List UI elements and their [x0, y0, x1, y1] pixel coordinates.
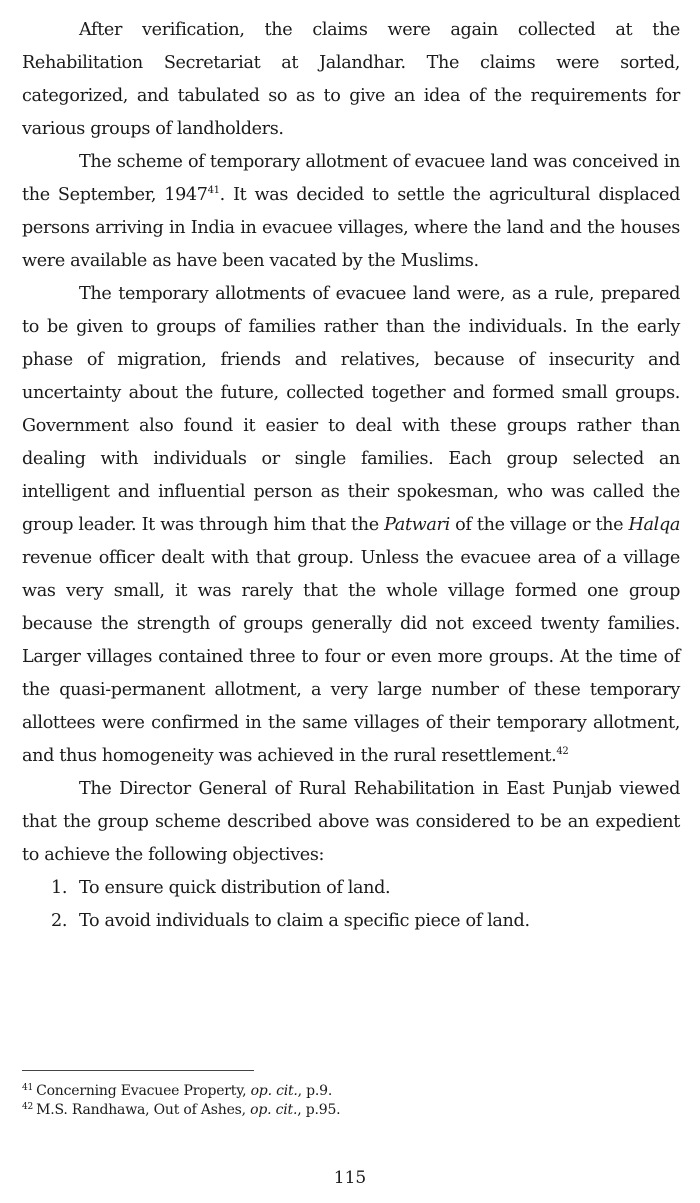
footnote-italic: op. cit.: [250, 1102, 298, 1118]
footnote-42: [22, 1101, 662, 1120]
objectives-list: [22, 872, 680, 938]
list-item-text: To avoid individuals to claim a specific piece of land.: [79, 911, 530, 931]
italic-term-patwari: Patwari: [384, 515, 450, 535]
footnote-text: , p.9.: [297, 1083, 333, 1099]
paragraph-text: . It was decided to settle the agricultural displaced persons arriving in India in evacuee villages, where the land and the houses were available as have been vacated by the Muslims.: [22, 185, 681, 271]
paragraph-temporary-allotment-scheme: [22, 146, 680, 278]
list-item-text: To ensure quick distribution of land.: [79, 878, 391, 898]
list-item: [22, 905, 680, 938]
list-item-number: 2.: [51, 911, 68, 931]
paragraph-text: of the village or the: [449, 515, 629, 535]
footnote-41: [22, 1082, 662, 1101]
paragraph-group-allotments: [22, 278, 680, 773]
paragraph-director-general: The Director General of Rural Rehabilitation in East Punjab viewed that the group scheme described above was considered to be an expedient to achieve the following objectives:: [22, 779, 680, 865]
paragraph-claims-verification: After verification, the claims were again collected at the Rehabilitation Secretariat at Jalandhar. The claims were sorted, categorized, and tabulated so as to give an idea of the requirements for various groups of landholders.: [22, 20, 680, 139]
footnote-separator: [22, 1070, 254, 1071]
paragraph-text: revenue officer dealt with that group. Unless the evacuee area of a village was very small, it was rarely that the whole village formed one group because the strength of groups generally did not exceed twenty families. Larger villages contained three to four or even more groups. At the time of the quasi-permanent allotment, a very large number of these temporary allottees were confirmed in the same villages of their temporary allotment, and thus homogeneity was achieved in the rural resettlement.: [22, 548, 680, 766]
footnote-reference[interactable]: 42: [556, 746, 569, 757]
document-body: [22, 14, 680, 938]
footnote-italic: op. cit.: [250, 1083, 298, 1099]
list-item-number: 1.: [51, 878, 68, 898]
paragraph-text: The temporary allotments of evacuee land were, as a rule, prepared to be given to groups of families rather than the individuals. In the early phase of migration, friends and relatives, because of insecurity and uncertainty about the future, collected together and formed small groups. Government also found it easier to deal with these groups rather than dealing with individuals or single families. Each group selected an intelligent and influential person as their spokesman, who was called the group leader. It was through him that the: [22, 284, 680, 535]
page-number: 115: [333, 1168, 367, 1188]
footnote-text: M.S. Randhawa, Out of Ashes,: [36, 1102, 251, 1118]
footnote-text: Concerning Evacuee Property,: [36, 1083, 251, 1099]
italic-term-halqa: Halqa: [628, 515, 680, 535]
footnote-text: , p.95.: [297, 1102, 341, 1118]
footnote-number: 42: [22, 1102, 34, 1112]
footnote-number: 41: [22, 1083, 34, 1093]
paragraph-text: The scheme of temporary allotment of evacuee land was conceived in the September, 1947: [22, 152, 680, 205]
footnote-reference[interactable]: 41: [207, 185, 220, 196]
list-item: [22, 872, 680, 905]
footnotes: [22, 1082, 662, 1120]
